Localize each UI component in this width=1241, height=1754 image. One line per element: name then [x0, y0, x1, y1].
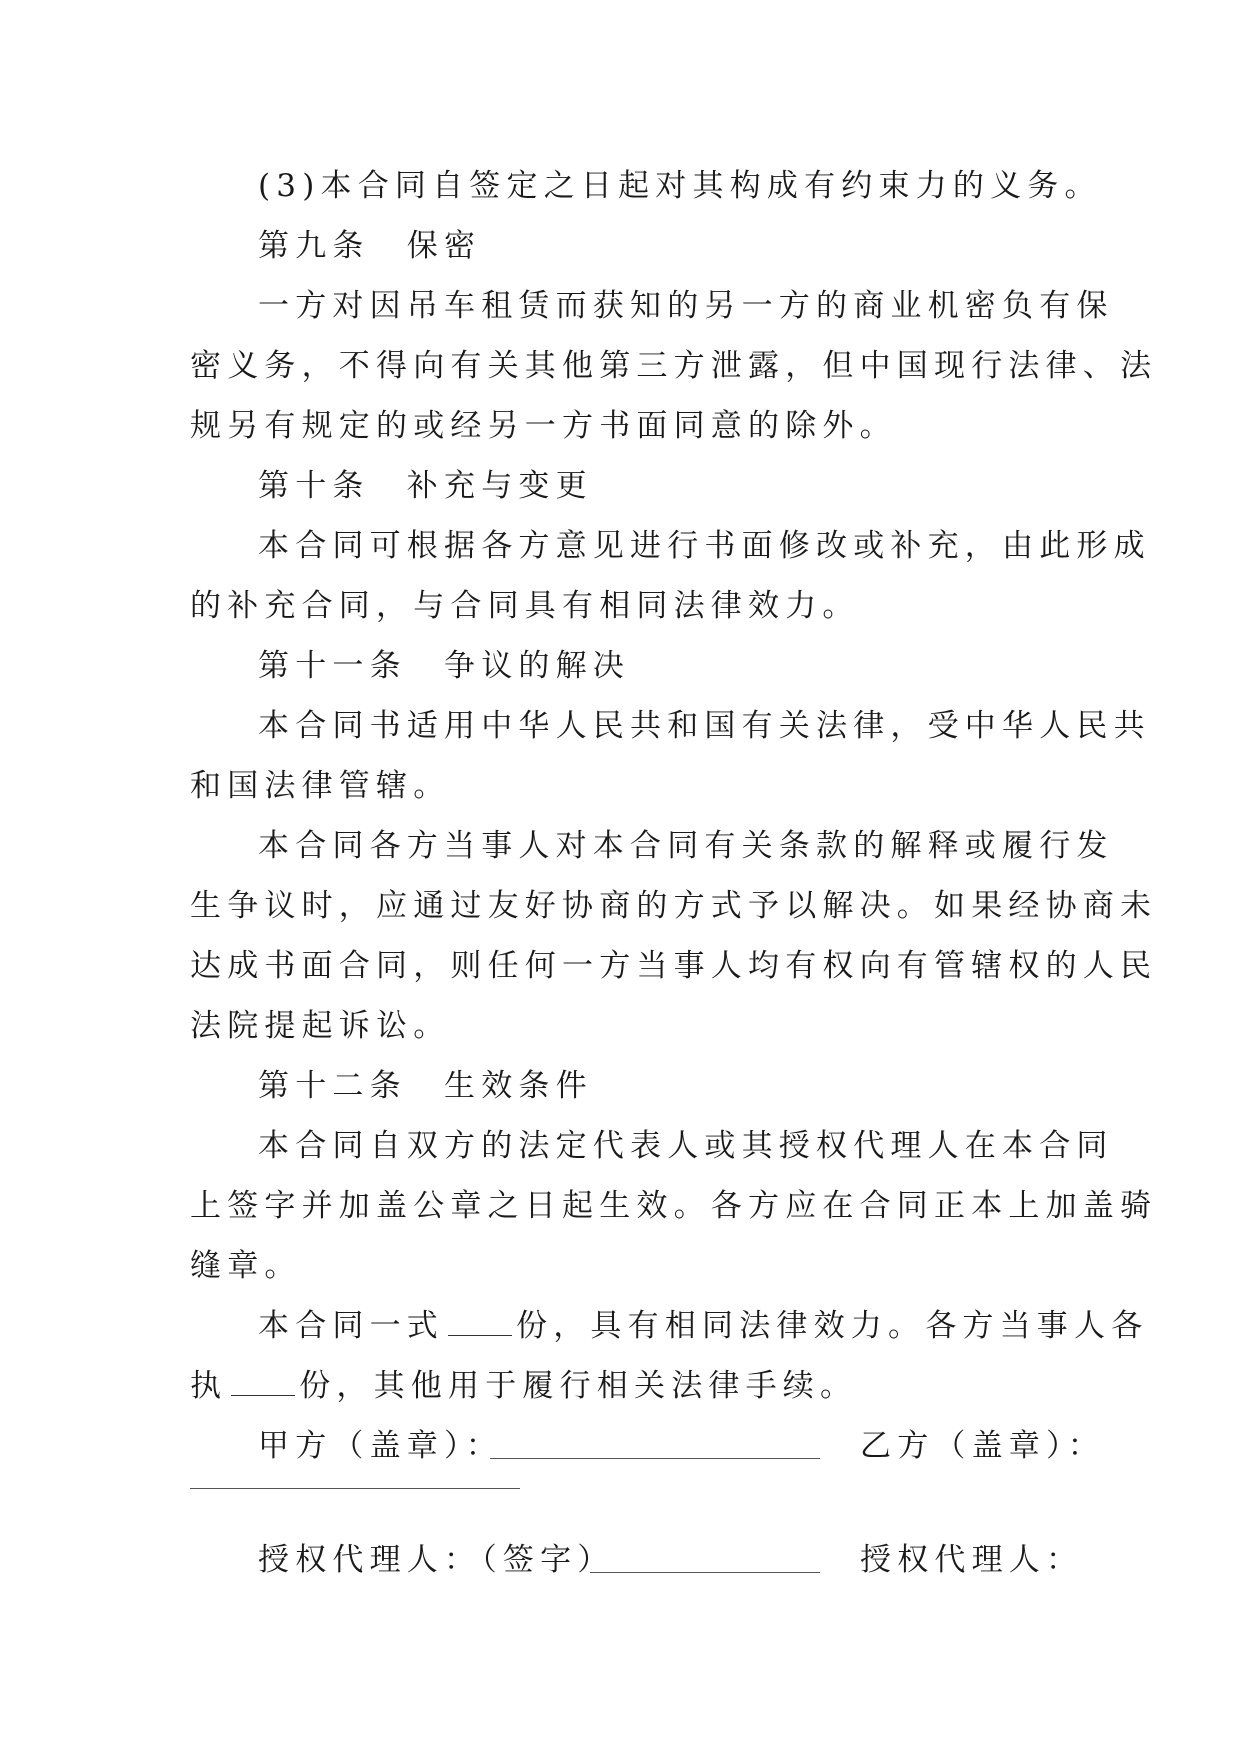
clause-11-text-line-2: 和国法律管辖。 [190, 768, 451, 804]
party-b-seal-line[interactable] [190, 1488, 520, 1489]
clause-12-text-line-3: 缝章。 [190, 1248, 302, 1284]
clause-8-item-3: (3)本合同自签定之日起对其构成有约束力的义务。 [258, 168, 1102, 204]
clause-12-text-line-1: 本合同自双方的法定代表人或其授权代理人在本合同 [258, 1128, 1114, 1164]
copies-count-blank[interactable] [448, 1311, 512, 1336]
clause-11-heading: 第十一条 争议的解决 [258, 648, 630, 684]
clause-11-text-line-1: 本合同书适用中华人民共和国有关法律，受中华人民共 [258, 708, 1151, 744]
clause-10-heading: 第十条 补充与变更 [258, 468, 593, 504]
agent-a-sign-label: 授权代理人：（签字） [258, 1542, 615, 1578]
party-a-seal-line[interactable] [490, 1458, 820, 1459]
party-a-seal-label: 甲方（盖章）： [258, 1428, 503, 1464]
copies-line-2 [190, 1366, 857, 1406]
clause-11-para2-line-4: 法院提起诉讼。 [190, 1008, 451, 1044]
clause-10-text-line-1: 本合同可根据各方意见进行书面修改或补充，由此形成 [258, 528, 1151, 564]
agent-a-sign-line[interactable] [590, 1572, 820, 1573]
clause-9-text-line-1: 一方对因吊车租赁而获知的另一方的商业机密负有保 [258, 288, 1114, 324]
clause-10-text-line-2: 的补充合同，与合同具有相同法律效力。 [190, 588, 860, 624]
copies-each-blank[interactable] [231, 1371, 295, 1396]
clause-12-heading: 第十二条 生效条件 [258, 1068, 593, 1104]
clause-9-heading: 第九条 保密 [258, 228, 482, 264]
clause-12-text-line-2: 上签字并加盖公章之日起生效。各方应在合同正本上加盖骑 [190, 1188, 1158, 1224]
clause-11-para2-line-2: 生争议时，应通过友好协商的方式予以解决。如果经协商未 [190, 888, 1158, 924]
clause-9-text-line-3: 规另有规定的或经另一方书面同意的除外。 [190, 408, 897, 444]
party-b-seal-label: 乙方（盖章）： [860, 1428, 1105, 1464]
clause-9-text-line-2: 密义务，不得向有关其他第三方泄露，但中国现行法律、法 [190, 348, 1158, 384]
copies-line-2-part2: 份，其他用于履行相关法律手续。 [299, 1368, 858, 1404]
clause-11-para2-line-1: 本合同各方当事人对本合同有关条款的解释或履行发 [258, 828, 1114, 864]
copies-line-2-part1: 执 [190, 1368, 228, 1404]
copies-line-1 [258, 1306, 1148, 1346]
copies-line-1-part1: 本合同一式 [258, 1308, 444, 1344]
clause-11-para2-line-3: 达成书面合同，则任何一方当事人均有权向有管辖权的人民 [190, 948, 1158, 984]
copies-line-1-part2: 份，具有相同法律效力。各方当事人各 [516, 1308, 1149, 1344]
agent-b-sign-label: 授权代理人： [860, 1542, 1084, 1578]
